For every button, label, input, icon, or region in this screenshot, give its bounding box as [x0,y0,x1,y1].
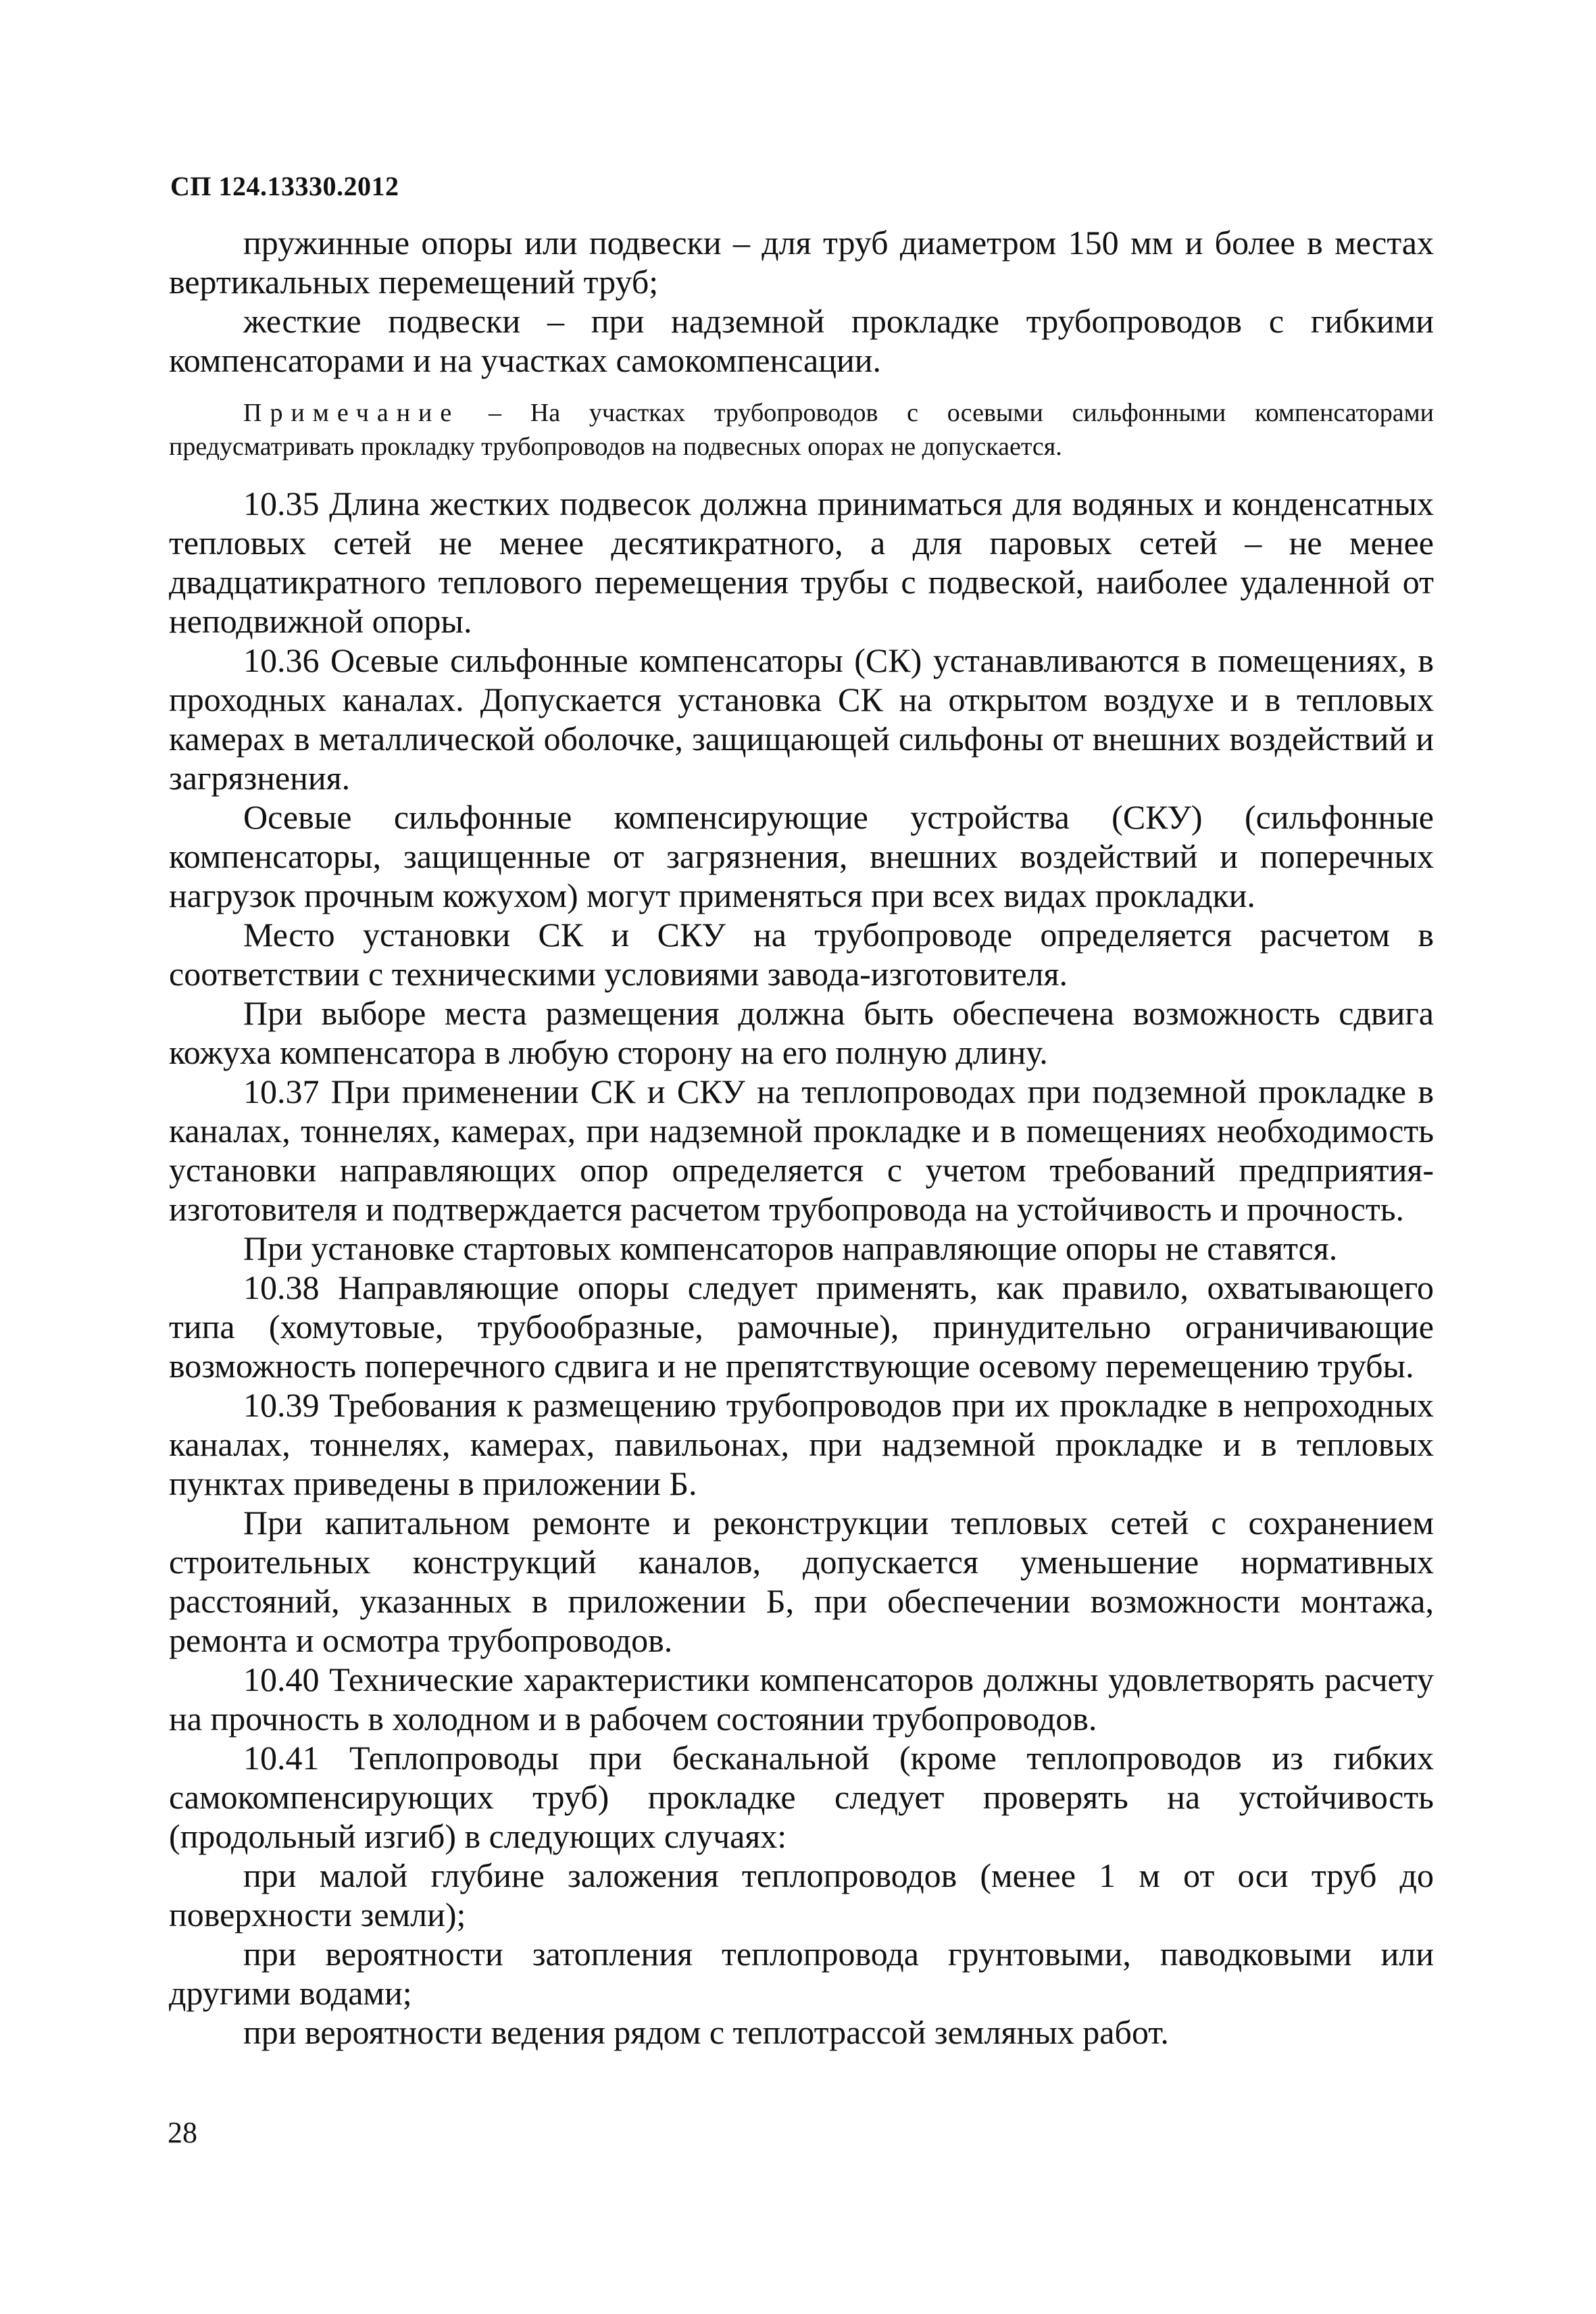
paragraph: Осевые сильфонные компенсирующие устройства (СКУ) (сильфонные компенсаторы, защищенные от загрязнения, внешних воздействий и поперечных нагрузок прочным кожухом) могут применяться при всех видах прокладки. [169,798,1434,914]
note [169,396,1434,464]
note-text: – На участках трубопроводов с осевыми сильфонными компенсаторами предусматривать прокладку трубопроводов на подвесных опорах не допускается. [169,399,1434,461]
paragraph-10-36: 10.36 Осевые сильфонные компенсаторы (СК) устанавливаются в помещениях, в проходных каналах. Допускается установка СК на открытом воздухе и в тепловых камерах в металлической оболочке, защищающей сильфоны от внешних воздействий и загрязнения. [169,641,1434,797]
paragraph: При установке стартовых компенсаторов направляющие опоры не ставятся. [243,1229,1338,1267]
note-label: Примечание [243,399,460,427]
page-number: 28 [168,2116,197,2149]
paragraph: при вероятности затопления теплопровода грунтовыми, паводковыми или другими водами; [169,1935,1434,2012]
paragraph-10-40: 10.40 Технические характеристики компенсаторов должны удовлетворять расчету на прочность в холодном и в рабочем состоянии трубопроводов. [169,1660,1434,1738]
paragraph: пружинные опоры или подвески – для труб диаметром 150 мм и более в местах вертикальных перемещений труб; [169,224,1434,301]
paragraph: жесткие подвески – при надземной прокладке трубопроводов с гибкими компенсаторами и на участках самокомпенсации. [169,302,1434,379]
paragraph-10-37: 10.37 При применении СК и СКУ на теплопроводах при подземной прокладке в каналах, тоннелях, камерах, при надземной прокладке и в помещениях необходимость установки направляющих опор определяется с учетом требований предприятия-изготовителя и подтверждается расчетом трубопровода на устойчивость и прочность. [169,1073,1434,1228]
paragraph-10-35: 10.35 Длина жестких подвесок должна приниматься для водяных и конденсатных тепловых сетей не менее десятикратного, а для паровых сетей – не менее двадцатикратного теплового перемещения трубы с подвеской, наиболее удаленной от неподвижной опоры. [169,485,1434,640]
paragraph: Место установки СК и СКУ на трубопроводе определяется расчетом в соответствии с техническими условиями завода-изготовителя. [169,916,1434,993]
paragraph: при вероятности ведения рядом с теплотрассой земляных работ. [243,2013,1169,2051]
paragraph-10-39: 10.39 Требования к размещению трубопроводов при их прокладке в непроходных каналах, тоннелях, камерах, павильонах, при надземной прокладке и в тепловых пунктах приведены в приложении Б. [169,1386,1434,1502]
document-code: СП 124.13330.2012 [170,171,399,201]
document-body [169,223,1434,2052]
paragraph: При выборе места размещения должна быть обеспечена возможность сдвига кожуха компенсатора в любую сторону на его полную длину. [169,994,1434,1071]
paragraph: При капитальном ремонте и реконструкции тепловых сетей с сохранением строительных конструкций каналов, допускается уменьшение нормативных расстояний, указанных в приложении Б, при обеспечении возможности монтажа, ремонта и осмотра трубопроводов. [169,1504,1434,1659]
paragraph-10-38: 10.38 Направляющие опоры следует применять, как правило, охватывающего типа (хомутовые, трубообразные, рамочные), принудительно ограничивающие возможность поперечного сдвига и не препятствующие осевому перемещению трубы. [169,1269,1434,1385]
paragraph-10-41: 10.41 Теплопроводы при бесканальной (кроме теплопроводов из гибких самокомпенсирующих труб) прокладке следует проверять на устойчивость (продольный изгиб) в следующих случаях: [169,1739,1434,1855]
paragraph: при малой глубине заложения теплопроводов (менее 1 м от оси труб до поверхности земли); [169,1856,1434,1934]
